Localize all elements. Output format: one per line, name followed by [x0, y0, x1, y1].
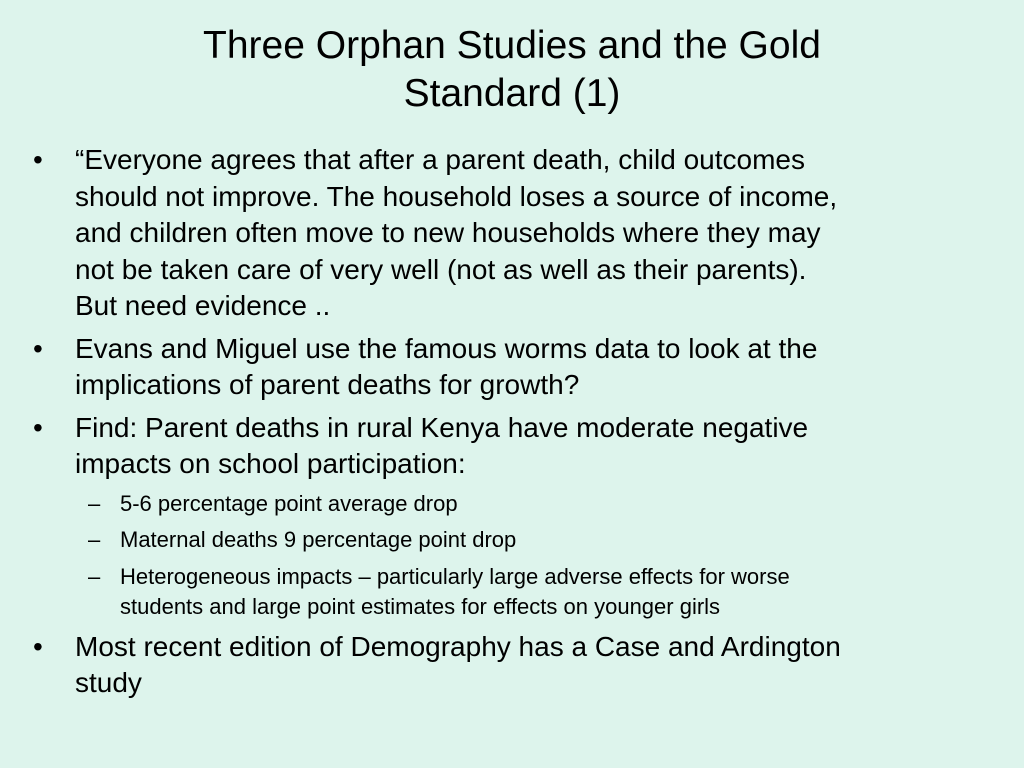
bullet-line: should not improve. The household loses a source of income,: [75, 180, 838, 212]
bullet-list: [0, 142, 1024, 708]
bullet-line: not be taken care of very well (not as well as their parents).: [75, 253, 807, 285]
bullet-line: Most recent edition of Demography has a Case and Ardington: [75, 630, 841, 662]
bullet-line: Evans and Miguel use the famous worms data to look at the: [75, 332, 818, 364]
sub-bullet-marker: –: [88, 527, 101, 552]
title-line: Standard (1): [403, 72, 621, 115]
bullet-item: [0, 410, 1024, 483]
sub-bullet-item: [0, 525, 1024, 556]
sub-bullet-line: Maternal deaths 9 percentage point drop: [120, 527, 517, 552]
sub-bullet-item: [0, 562, 1024, 623]
sub-bullet-line: students and large point estimates for effects on younger girls: [120, 594, 721, 619]
bullet-line: and children often move to new households where they may: [75, 217, 821, 248]
bullet-item: [0, 142, 1024, 325]
sub-bullet-list: [0, 489, 1024, 623]
bullet-marker: •: [33, 630, 43, 662]
slide-title: [100, 22, 924, 118]
sub-bullet-item: [0, 489, 1024, 520]
bullet-line: implications of parent deaths for growth?: [75, 369, 580, 400]
sub-bullet-marker: –: [88, 490, 101, 516]
bullet-line: study: [75, 667, 142, 698]
sub-bullet-line: 5-6 percentage point average drop: [120, 490, 458, 516]
bullet-marker: •: [33, 411, 43, 443]
bullet-marker: •: [33, 144, 43, 175]
sub-bullet-line: Heterogeneous impacts – particularly large adverse effects for worse: [120, 563, 790, 589]
bullet-line: impacts on school participation:: [75, 448, 466, 479]
bullet-item: [0, 331, 1024, 404]
bullet-line: But need evidence ..: [75, 290, 331, 321]
title-line: Three Orphan Studies and the Gold: [203, 24, 821, 67]
sub-bullet-marker: –: [88, 563, 101, 589]
bullet-item: [0, 629, 1024, 702]
bullet-line: Find: Parent deaths in rural Kenya have moderate negative: [75, 411, 809, 443]
bullet-marker: •: [33, 332, 43, 364]
bullet-line: “Everyone agrees that after a parent death, child outcomes: [75, 144, 805, 175]
